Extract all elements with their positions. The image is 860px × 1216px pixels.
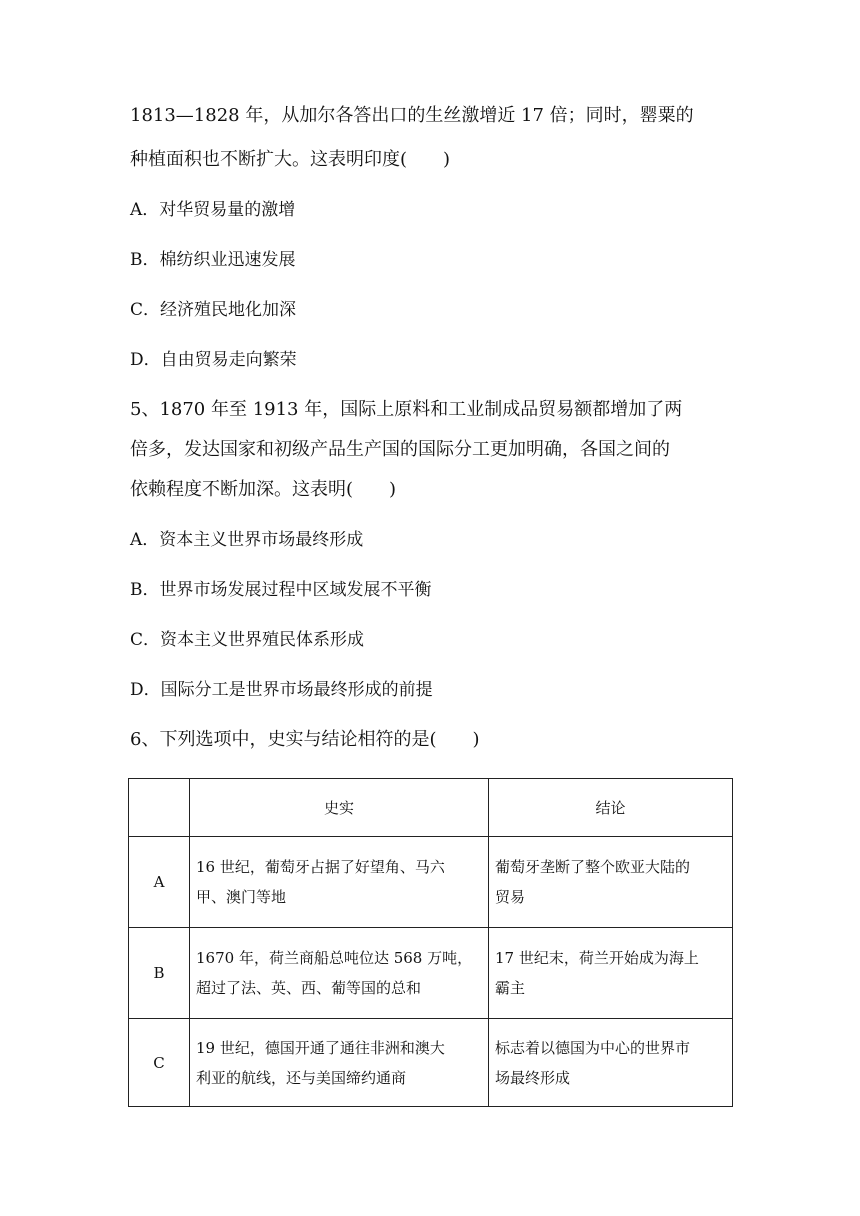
q4-option-a: A．对华贸易量的激增 [130, 200, 296, 220]
q5-option-a: A．资本主义世界市场最终形成 [130, 530, 364, 550]
row-a-conclusion-line-2: 贸易 [495, 888, 526, 906]
q6-table [128, 778, 733, 1107]
row-label-a: A [129, 837, 190, 928]
row-c-conclusion-line-2: 场最终形成 [495, 1068, 571, 1087]
q4-stem-line-2: 种植面积也不断扩大。这表明印度( ) [130, 149, 451, 170]
row-a-fact-line-1: 16 世纪，葡萄牙占据了好望角、马六 [196, 858, 445, 876]
q5-stem-line-3: 依赖程度不断加深。这表明( ) [130, 479, 397, 500]
q5-option-d: D．国际分工是世界市场最终形成的前提 [130, 680, 433, 700]
q5-option-b: B．世界市场发展过程中区域发展不平衡 [130, 580, 432, 600]
row-label-b: B [129, 928, 190, 1019]
q5-stem-line-2: 倍多，发达国家和初级产品生产国的国际分工更加明确，各国之间的 [130, 439, 670, 460]
row-b-fact [190, 928, 489, 1019]
q4-option-d: D．自由贸易走向繁荣 [130, 350, 297, 370]
q4-option-c: C．经济殖民地化加深 [130, 300, 297, 320]
table-row [129, 928, 733, 1019]
q4-stem-line-1: 1813—1828 年，从加尔各答出口的生丝激增近 17 倍；同时，罂粟的 [130, 105, 694, 126]
q5-option-c: C．资本主义世界殖民体系形成 [130, 630, 365, 650]
table-header-row [129, 779, 733, 837]
row-a-conclusion-line-1: 葡萄牙垄断了整个欧亚大陆的 [495, 858, 691, 876]
row-c-conclusion-line-1: 标志着以德国为中心的世界市 [495, 1038, 691, 1057]
row-b-conclusion [489, 928, 733, 1019]
q6-stem: 6、下列选项中，史实与结论相符的是( ) [130, 729, 480, 750]
row-c-fact-line-1: 19 世纪，德国开通了通往非洲和澳大 [196, 1038, 445, 1057]
row-c-conclusion [489, 1019, 733, 1107]
row-b-fact-line-2: 超过了法、英、西、葡等国的总和 [196, 979, 422, 997]
row-b-conclusion-line-1: 17 世纪末，荷兰开始成为海上 [495, 949, 699, 967]
row-b-conclusion-line-2: 霸主 [495, 979, 526, 997]
row-a-fact-line-2: 甲、澳门等地 [196, 888, 287, 906]
table-row [129, 1019, 733, 1107]
row-b-fact-line-1: 1670 年，荷兰商船总吨位达 568 万吨， [196, 949, 473, 967]
row-a-conclusion [489, 837, 733, 928]
header-empty [129, 779, 190, 837]
row-a-fact [190, 837, 489, 928]
header-fact: 史实 [190, 779, 489, 837]
table-row [129, 837, 733, 928]
header-conclusion: 结论 [489, 779, 733, 837]
row-c-fact-line-2: 利亚的航线，还与美国缔约通商 [196, 1068, 407, 1087]
row-c-fact [190, 1019, 489, 1107]
q4-option-b: B．棉纺织业迅速发展 [130, 250, 296, 270]
q5-stem-line-1: 5、1870 年至 1913 年，国际上原料和工业制成品贸易额都增加了两 [130, 399, 683, 420]
row-label-c: C [129, 1019, 190, 1107]
